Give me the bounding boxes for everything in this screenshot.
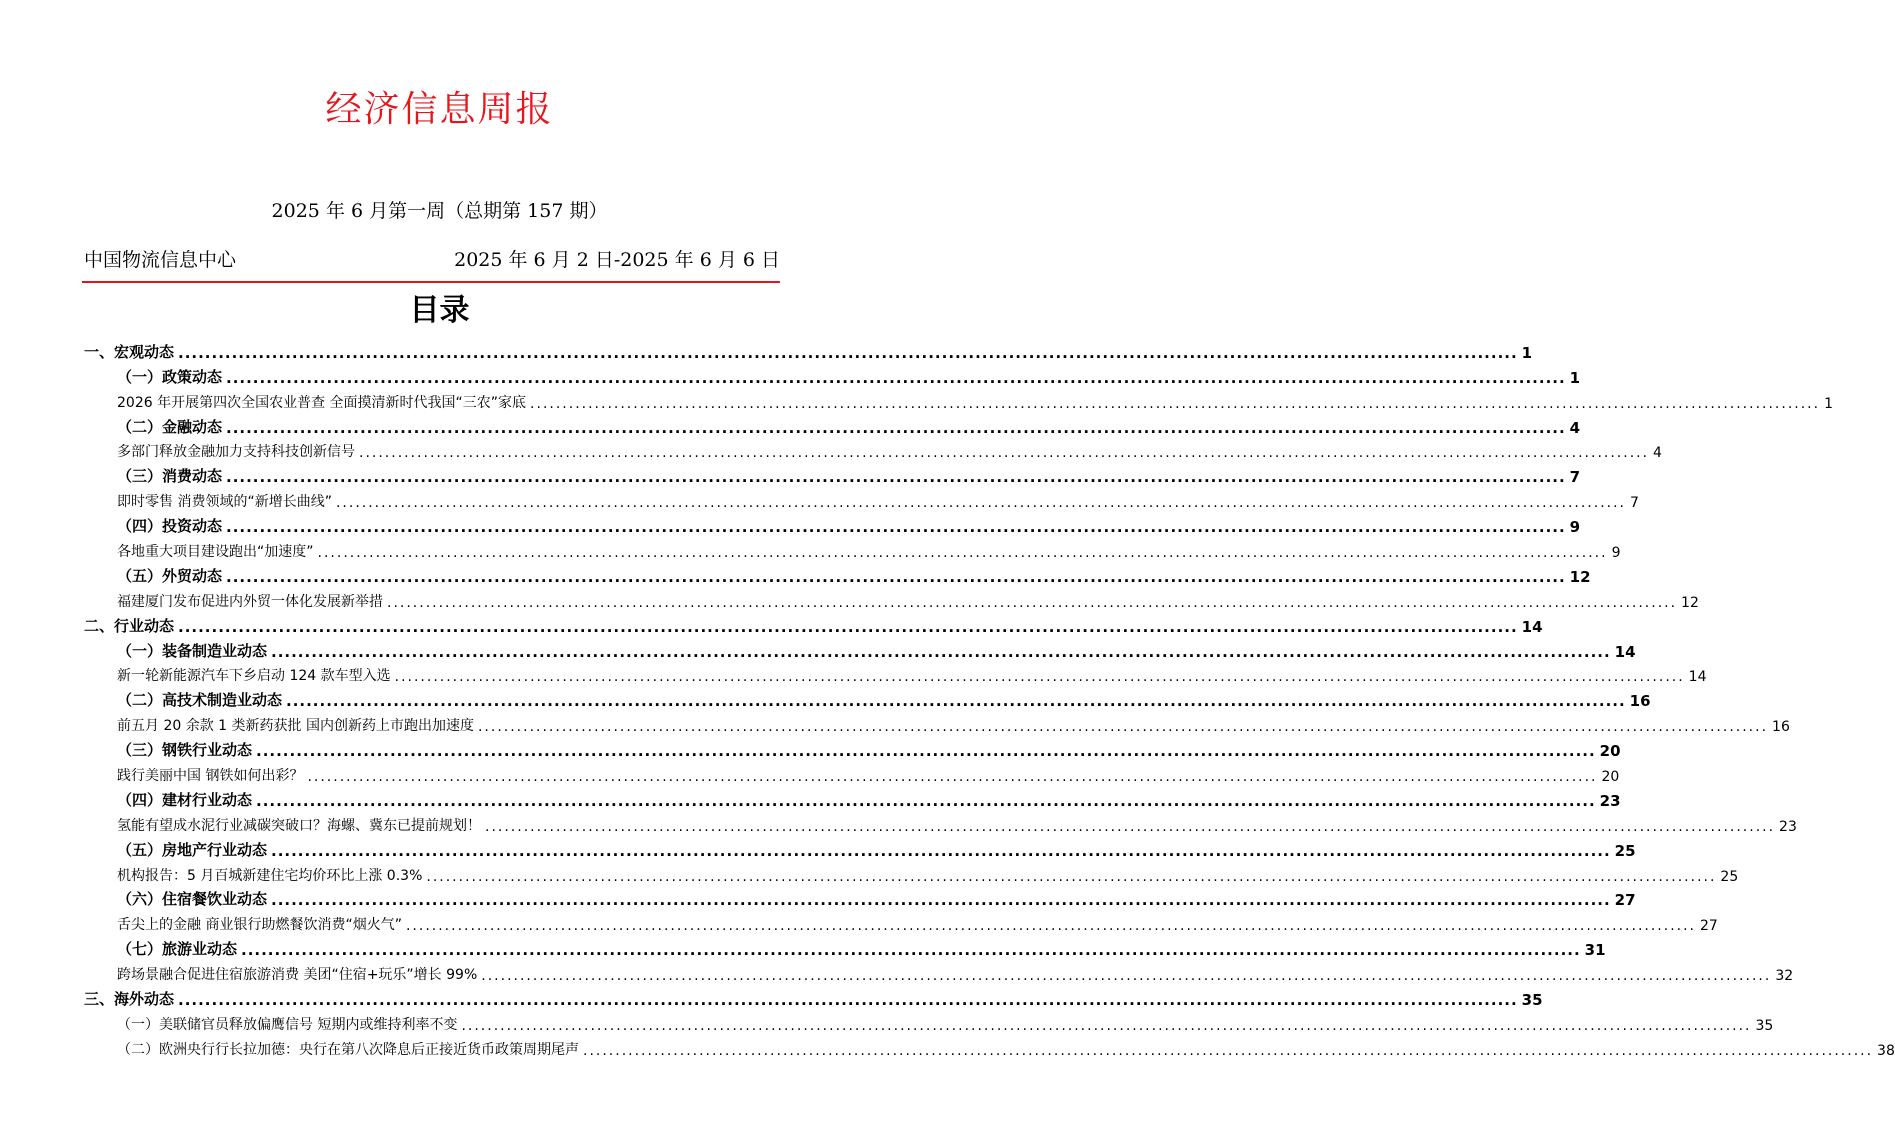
toc-leader-dots: ........................................................................................................................................................................................................: [241, 941, 1581, 960]
toc-entry-page: 38: [1877, 1042, 1895, 1059]
toc-entry-label: 氢能有望成水泥行业减碳突破口？海螺、冀东已提前规划！: [117, 817, 481, 834]
toc-leader-dots: ........................................................................................................................................................................................................: [530, 395, 1821, 412]
toc-leader-dots: ........................................................................................................................................................................................................: [256, 742, 1596, 761]
toc-leader-dots: ........................................................................................................................................................................................................: [226, 368, 1566, 387]
toc-leader-dots: ........................................................................................................................................................................................................: [226, 418, 1566, 437]
toc-entry-page: 14: [1614, 642, 1636, 661]
toc-entry[interactable]: [84, 909, 1718, 935]
toc-leader-dots: ........................................................................................................................................................................................................: [178, 617, 1518, 636]
toc-leader-dots: ........................................................................................................................................................................................................: [461, 1017, 1752, 1034]
toc-leader-dots: ........................................................................................................................................................................................................: [307, 769, 1598, 786]
toc-entry[interactable]: [84, 984, 1543, 1010]
toc-entry[interactable]: [84, 561, 1591, 586]
toc-entry[interactable]: [84, 387, 1834, 412]
toc-entry[interactable]: [84, 1034, 1895, 1059]
toc-entry-label: （五）外贸动态: [117, 566, 223, 585]
toc-entry-label: （一）装备制造业动态: [117, 641, 268, 660]
toc-leader-dots: ........................................................................................................................................................................................................: [226, 567, 1566, 586]
toc-entry-page: 4: [1653, 445, 1662, 462]
toc-entry-page: 1: [1569, 368, 1581, 387]
toc-leader-dots: ........................................................................................................................................................................................................: [335, 495, 1627, 512]
toc-entry-page: 12: [1569, 567, 1591, 586]
toc-entry-label: 二、行业动态: [84, 616, 175, 635]
toc-entry[interactable]: [84, 810, 1797, 835]
toc-leader-dots: ........................................................................................................................................................................................................: [485, 818, 1776, 835]
toc-entry-page: 20: [1599, 742, 1621, 761]
toc-entry-page: 14: [1688, 669, 1707, 686]
toc-entry-page: 25: [1614, 841, 1636, 860]
toc-leader-dots: ........................................................................................................................................................................................................: [286, 692, 1626, 711]
toc-entry-page: 12: [1681, 594, 1699, 611]
toc-entry-label: （二）高技术制造业动态: [117, 691, 283, 710]
toc-entry-page: 16: [1772, 719, 1790, 736]
toc-entry-label: 一、宏观动态: [84, 342, 175, 361]
toc-leader-dots: ........................................................................................................................................................................................................: [387, 594, 1678, 611]
toc-leader-dots: ........................................................................................................................................................................................................: [271, 891, 1611, 910]
toc-leader-dots: ........................................................................................................................................................................................................: [178, 991, 1518, 1010]
toc-leader-dots: ........................................................................................................................................................................................................: [426, 868, 1717, 885]
report-title: 经济信息周报: [325, 89, 554, 130]
toc-entry-label: 机构报告：5 月百城新建住宅均价环比上涨 0.3%: [117, 867, 423, 884]
toc-entry-page: 23: [1599, 791, 1621, 810]
toc-entry-page: 20: [1601, 769, 1620, 786]
toc-entry[interactable]: [84, 785, 1621, 810]
toc-entry-label: （六）住宿餐饮业动态: [117, 890, 268, 909]
toc-entry[interactable]: [84, 536, 1621, 562]
date-range: 2025 年 6 月 2 日-2025 年 6 月 6 日: [454, 249, 780, 271]
toc-entry-page: 1: [1521, 343, 1533, 362]
table-of-contents: [84, 337, 1895, 1059]
toc-leader-dots: ........................................................................................................................................................................................................: [394, 669, 1685, 686]
toc-entry-label: 前五月 20 余款 1 类新药获批 国内创新药上市跑出加速度: [117, 718, 474, 735]
organization-name: 中国物流信息中心: [84, 249, 237, 271]
toc-entry[interactable]: [84, 461, 1581, 487]
toc-entry-page: 35: [1755, 1017, 1774, 1034]
toc-entry[interactable]: [84, 586, 1699, 611]
toc-leader-dots: ........................................................................................................................................................................................................: [256, 791, 1596, 810]
toc-leader-dots: ........................................................................................................................................................................................................: [481, 968, 1772, 985]
toc-leader-dots: ........................................................................................................................................................................................................: [271, 642, 1611, 661]
toc-entry-label: 各地重大项目建设跑出“加速度”: [117, 544, 314, 561]
toc-entry-label: 跨场景融合促进住宿旅游消费 美团“住宿+玩乐”增长 99%: [117, 967, 478, 984]
toc-entry-page: 7: [1569, 468, 1581, 487]
toc-entry-label: （二）金融动态: [117, 417, 223, 436]
toc-entry-page: 32: [1775, 968, 1794, 985]
toc-entry[interactable]: [84, 362, 1581, 387]
toc-entry-label: （二）欧洲央行行长拉加德：央行在第八次降息后正接近货币政策周期尾声: [117, 1041, 579, 1058]
toc-entry-label: （四）投资动态: [117, 517, 223, 536]
toc-entry[interactable]: [84, 685, 1651, 711]
header-divider: [82, 281, 780, 283]
toc-entry-page: 1: [1824, 395, 1834, 412]
toc-entry-page: 25: [1720, 868, 1739, 885]
toc-entry-page: 9: [1611, 545, 1621, 562]
toc-entry-page: 27: [1700, 918, 1718, 935]
toc-entry-page: 7: [1630, 495, 1639, 512]
toc-entry-label: （一）政策动态: [117, 367, 223, 386]
toc-leader-dots: ........................................................................................................................................................................................................: [317, 545, 1608, 562]
toc-leader-dots: ........................................................................................................................................................................................................: [226, 518, 1566, 537]
toc-entry[interactable]: [84, 934, 1606, 960]
toc-entry-label: （五）房地产行业动态: [117, 840, 268, 859]
toc-entry[interactable]: [84, 735, 1621, 761]
toc-leader-dots: ........................................................................................................................................................................................................: [271, 841, 1611, 860]
toc-leader-dots: ........................................................................................................................................................................................................: [583, 1042, 1874, 1059]
toc-entry[interactable]: [84, 412, 1581, 437]
toc-entry[interactable]: [84, 661, 1707, 686]
issue-line: 2025 年 6 月第一周（总期第 157 期）: [271, 200, 608, 222]
toc-entry[interactable]: [84, 611, 1543, 636]
toc-entry-label: （一）美联储官员释放偏鹰信号 短期内或维持利率不变: [117, 1016, 458, 1033]
toc-entry[interactable]: [84, 1009, 1774, 1034]
toc-entry[interactable]: [84, 959, 1794, 985]
toc-leader-dots: ........................................................................................................................................................................................................: [359, 445, 1650, 462]
toc-entry-page: 14: [1521, 617, 1543, 636]
toc-leader-dots: ........................................................................................................................................................................................................: [405, 918, 1697, 935]
toc-entry-label: （三）消费动态: [117, 467, 223, 486]
toc-entry[interactable]: [84, 860, 1739, 885]
toc-entry-page: 16: [1629, 692, 1651, 711]
toc-leader-dots: ........................................................................................................................................................................................................: [178, 343, 1518, 362]
toc-entry-label: 福建厦门发布促进内外贸一体化发展新举措: [117, 593, 383, 610]
toc-entry-page: 27: [1614, 891, 1636, 910]
toc-entry-label: 2026 年开展第四次全国农业普查 全面摸清新时代我国“三农”家底: [117, 394, 527, 411]
toc-entry-label: （三）钢铁行业动态: [117, 741, 253, 760]
toc-title: 目录: [409, 293, 470, 328]
toc-entry-label: （七）旅游业动态: [117, 940, 238, 959]
toc-entry-label: 三、海外动态: [84, 990, 175, 1009]
toc-entry-label: 新一轮新能源汽车下乡启动 124 款车型入选: [117, 668, 391, 685]
toc-entry[interactable]: [84, 710, 1790, 736]
toc-entry-label: 多部门释放金融加力支持科技创新信号: [117, 444, 355, 461]
toc-entry-page: 31: [1584, 941, 1606, 960]
toc-entry-page: 9: [1569, 518, 1581, 537]
toc-entry[interactable]: [84, 437, 1662, 462]
toc-entry[interactable]: [84, 835, 1636, 860]
toc-leader-dots: ........................................................................................................................................................................................................: [477, 719, 1769, 736]
toc-entry-page: 35: [1521, 991, 1543, 1010]
toc-entry[interactable]: [84, 486, 1639, 512]
toc-entry[interactable]: [84, 337, 1533, 362]
toc-entry[interactable]: [84, 636, 1636, 661]
toc-entry-page: 23: [1779, 818, 1797, 835]
toc-entry[interactable]: [84, 511, 1581, 537]
toc-entry-page: 4: [1569, 418, 1581, 437]
toc-entry-label: 践行美丽中国 钢铁如何出彩？: [117, 768, 304, 785]
toc-entry[interactable]: [84, 760, 1620, 786]
toc-entry-label: 舌尖上的金融 商业银行助燃餐饮消费“烟火气”: [117, 917, 402, 934]
toc-leader-dots: ........................................................................................................................................................................................................: [226, 468, 1566, 487]
toc-entry[interactable]: [84, 885, 1636, 910]
toc-entry-label: （四）建材行业动态: [117, 790, 253, 809]
toc-entry-label: 即时零售 消费领域的“新增长曲线”: [117, 494, 332, 511]
